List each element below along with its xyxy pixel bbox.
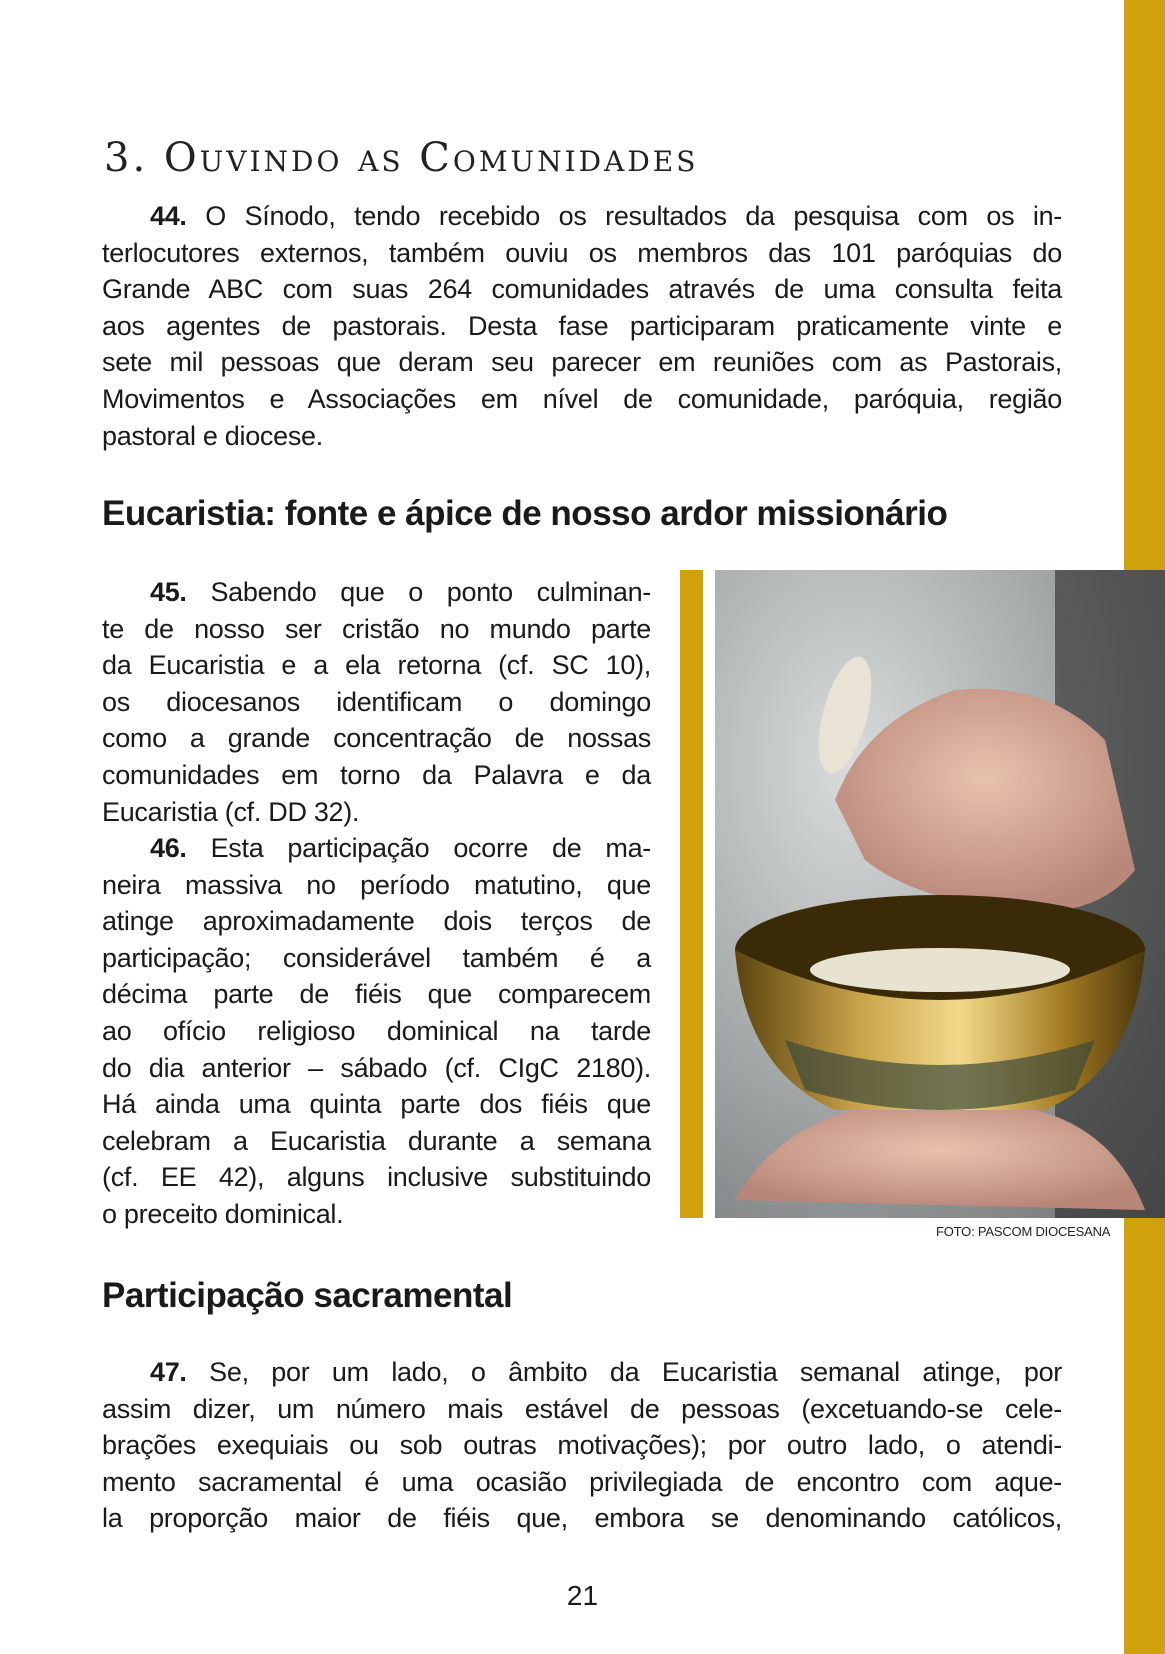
- line-text: ao ofício religioso dominical na tarde: [102, 1015, 651, 1046]
- line-text: Grande ABC com suas 264 comunidades através de uma consulta feita: [102, 274, 1062, 305]
- right-gold-bar-top: [1124, 0, 1165, 570]
- line-text: celebram a Eucaristia durante a semana: [102, 1125, 651, 1156]
- section-heading-participacao: Participação sacramental: [102, 1276, 513, 1315]
- line-text: atinge aproximadamente dois terços de: [102, 906, 651, 937]
- text-line: [102, 235, 1062, 272]
- paragraph-45: [102, 574, 651, 830]
- text-line: [102, 271, 1062, 308]
- line-text: assim dizer, um número mais estável de pessoas (excetuando-se cele-: [102, 1393, 1062, 1424]
- text-line: [102, 1354, 1062, 1391]
- text-line: [102, 574, 651, 611]
- text-line: [102, 830, 651, 867]
- paragraph-number: 46.: [150, 833, 187, 863]
- paragraph-44: [102, 198, 1062, 454]
- line-text: neira massiva no período matutino, que: [102, 869, 651, 900]
- text-line: [102, 1500, 1062, 1537]
- line-text: la proporção maior de fiéis que, embora se denominando católicos,: [102, 1503, 1062, 1534]
- text-line: [102, 344, 1062, 381]
- chalice-hands-image: [715, 570, 1165, 1218]
- text-line: [102, 1427, 1062, 1464]
- text-line: [102, 1159, 651, 1196]
- photo-caption: FOTO: PASCOM DIOCESANA: [936, 1224, 1111, 1239]
- line-text: Esta participação ocorre de ma-: [186, 833, 651, 863]
- chapter-title: 3. Ouvindo as Comunidades: [104, 134, 699, 181]
- text-line: [102, 867, 651, 904]
- page-number: 21: [566, 1580, 599, 1611]
- line-text: Se, por um lado, o âmbito da Eucaristia semanal atinge, por: [186, 1357, 1062, 1387]
- line-text: aos agentes de pastorais. Desta fase participaram praticamente vinte e: [102, 310, 1062, 341]
- line-text: da Eucaristia e a ela retorna (cf. SC 10),: [102, 650, 651, 681]
- paragraph-46: [102, 830, 651, 1233]
- line-text: participação; considerável também é a: [102, 942, 651, 973]
- text-line: [102, 1123, 651, 1160]
- line-text: terlocutores externos, também ouviu os membros das 101 paróquias do: [102, 237, 1062, 268]
- text-line: [102, 940, 651, 977]
- text-line: [102, 1391, 1062, 1428]
- text-line: [102, 198, 1062, 235]
- text-line: [102, 684, 651, 721]
- text-line: [102, 611, 651, 648]
- text-line: [102, 1086, 651, 1123]
- text-line: [102, 1013, 651, 1050]
- text-line: [102, 720, 651, 757]
- line-text: como a grande concentração de nossas: [102, 723, 651, 754]
- paragraph-number: 47.: [150, 1357, 187, 1387]
- section-heading-eucaristia: Eucaristia: fonte e ápice de nosso ardor missionário: [102, 494, 948, 533]
- line-text: (cf. EE 42), alguns inclusive substituindo: [102, 1162, 651, 1193]
- line-text: mento sacramental é uma ocasião privilegiada de encontro com aque-: [102, 1466, 1062, 1497]
- line-text: décima parte de fiéis que comparecem: [102, 979, 651, 1010]
- paragraph-number: 45.: [150, 577, 187, 607]
- line-text: O Sínodo, tendo recebido os resultados da pesquisa com os in-: [186, 201, 1062, 231]
- text-line: [102, 381, 1062, 418]
- line-text: Sabendo que o ponto culminan-: [186, 577, 651, 607]
- line-text: Movimentos e Associações em nível de comunidade, paróquia, região: [102, 383, 1062, 414]
- text-line: [102, 976, 651, 1013]
- photo-gold-accent: [680, 570, 703, 1218]
- text-line: [102, 903, 651, 940]
- text-line: [102, 418, 1062, 455]
- line-text: te de nosso ser cristão no mundo parte: [102, 613, 651, 644]
- text-line: [102, 647, 651, 684]
- line-text: do dia anterior – sábado (cf. CIgC 2180).: [102, 1052, 651, 1083]
- line-text: Eucaristia (cf. DD 32).: [102, 796, 360, 827]
- text-line: [102, 794, 651, 831]
- text-line: [102, 757, 651, 794]
- eucharist-photo: [715, 570, 1165, 1218]
- text-line: [102, 1050, 651, 1087]
- paragraph-47: [102, 1354, 1062, 1537]
- text-line: [102, 308, 1062, 345]
- line-text: Há ainda uma quinta parte dos fiéis que: [102, 1089, 651, 1120]
- line-text: os diocesanos identificam o domingo: [102, 686, 651, 717]
- line-text: comunidades em torno da Palavra e da: [102, 759, 651, 790]
- line-text: brações exequiais ou sob outras motivações); por outro lado, o atendi-: [102, 1430, 1062, 1461]
- text-line: [102, 1196, 651, 1233]
- paragraph-number: 44.: [150, 201, 187, 231]
- text-line: [102, 1464, 1062, 1501]
- line-text: o preceito dominical.: [102, 1198, 344, 1229]
- line-text: sete mil pessoas que deram seu parecer em reuniões com as Pastorais,: [102, 347, 1062, 378]
- line-text: pastoral e diocese.: [102, 420, 323, 451]
